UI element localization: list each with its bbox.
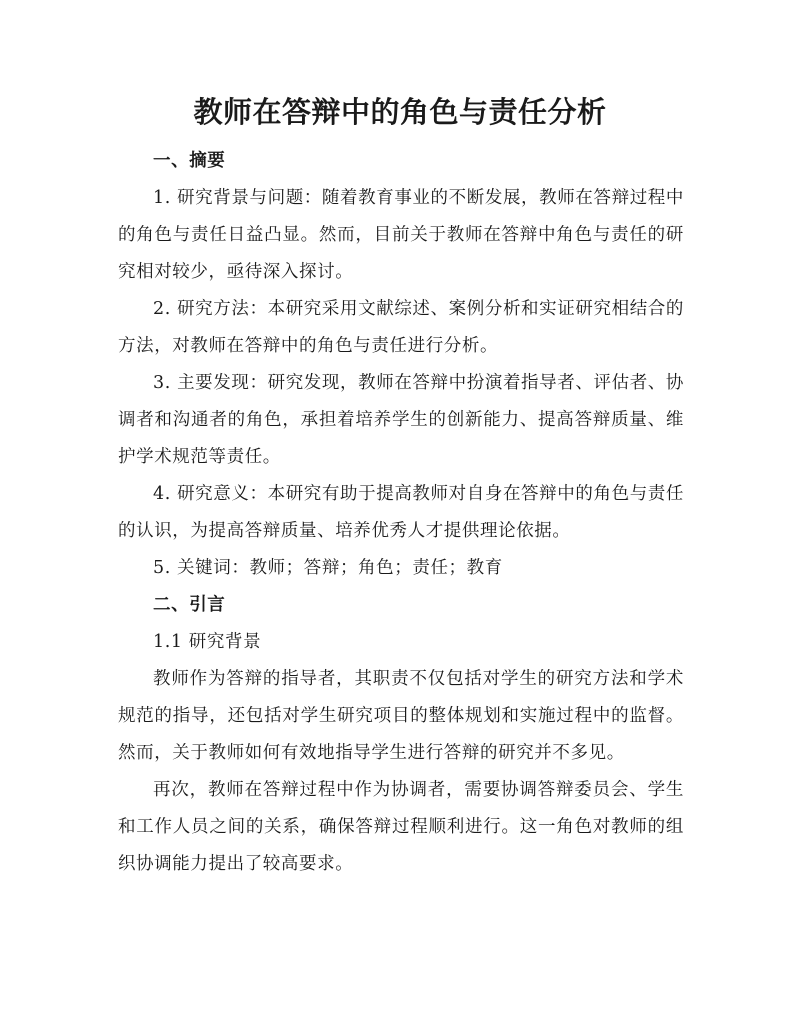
section-heading-abstract: 一、摘要	[153, 151, 226, 171]
subsection-heading-background: 1.1 研究背景	[153, 632, 262, 652]
abstract-item-2: 2. 研究方法：本研究采用文献综述、案例分析和实证研究相结合的方法，对教师在答辩中的角色与责任进行分析。	[118, 299, 684, 356]
section-heading-intro: 二、引言	[153, 595, 226, 615]
intro-paragraph-2: 再次，教师在答辩过程中作为协调者，需要协调答辩委员会、学生和工作人员之间的关系，确保答辩过程顺利进行。这一角色对教师的组织协调能力提出了较高要求。	[118, 780, 684, 874]
document-title: 教师在答辩中的角色与责任分析	[193, 95, 607, 129]
abstract-item-4: 4. 研究意义：本研究有助于提高教师对自身在答辩中的角色与责任的认识，为提高答辩质量、培养优秀人才提供理论依据。	[118, 484, 684, 541]
document-body	[118, 143, 684, 883]
intro-paragraph-1: 教师作为答辩的指导者，其职责不仅包括对学生的研究方法和学术规范的指导，还包括对学生研究项目的整体规划和实施过程中的监督。然而，关于教师如何有效地指导学生进行答辩的研究并不多见。	[118, 669, 684, 763]
abstract-item-5: 5. 关键词：教师；答辩；角色；责任；教育	[153, 558, 503, 578]
abstract-item-3: 3. 主要发现：研究发现，教师在答辩中扮演着指导者、评估者、协调者和沟通者的角色，承担着培养学生的创新能力、提高答辩质量、维护学术规范等责任。	[118, 373, 684, 467]
abstract-item-1: 1. 研究背景与问题：随着教育事业的不断发展，教师在答辩过程中的角色与责任日益凸显。然而，目前关于教师在答辩中角色与责任的研究相对较少，亟待深入探讨。	[118, 188, 684, 282]
